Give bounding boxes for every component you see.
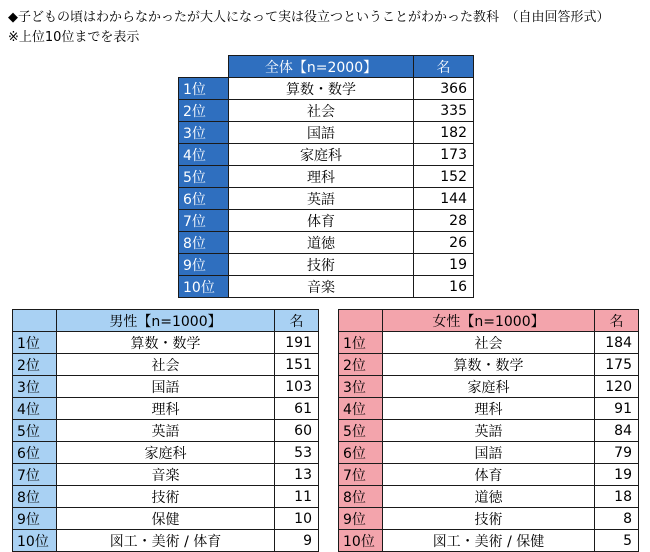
table-row [339, 530, 639, 552]
table-count-header: 名 [275, 310, 319, 332]
ranking-table-female [338, 309, 639, 552]
table-row [339, 420, 639, 442]
rank-cell: 4位 [339, 398, 383, 420]
table-header-label: 女性【n=1000】 [383, 310, 595, 332]
subject-cell: 社会 [57, 354, 275, 376]
subject-cell: 算数・数学 [383, 354, 595, 376]
subject-cell: 道徳 [383, 486, 595, 508]
subject-cell: 道徳 [229, 232, 414, 254]
count-cell: 79 [595, 442, 639, 464]
count-cell: 10 [275, 508, 319, 530]
count-cell: 84 [595, 420, 639, 442]
table-row [13, 398, 319, 420]
table-row [339, 464, 639, 486]
count-cell: 184 [595, 332, 639, 354]
rank-cell: 2位 [179, 100, 229, 122]
rank-cell: 8位 [339, 486, 383, 508]
count-cell: 13 [275, 464, 319, 486]
subject-cell: 技術 [383, 508, 595, 530]
rank-cell: 4位 [179, 144, 229, 166]
table-corner-cell [339, 310, 383, 332]
count-cell: 144 [414, 188, 474, 210]
count-cell: 151 [275, 354, 319, 376]
table-row [339, 442, 639, 464]
subject-cell: 技術 [57, 486, 275, 508]
count-cell: 28 [414, 210, 474, 232]
table-row [179, 144, 474, 166]
table-corner-cell [13, 310, 57, 332]
table-row [339, 486, 639, 508]
count-cell: 152 [414, 166, 474, 188]
count-cell: 26 [414, 232, 474, 254]
subject-cell: 理科 [229, 166, 414, 188]
count-cell: 120 [595, 376, 639, 398]
count-cell: 5 [595, 530, 639, 552]
rank-cell: 6位 [339, 442, 383, 464]
subject-cell: 国語 [383, 442, 595, 464]
table-row [13, 442, 319, 464]
subject-cell: 算数・数学 [229, 78, 414, 100]
count-cell: 175 [595, 354, 639, 376]
count-cell: 366 [414, 78, 474, 100]
subject-cell: 図工・美術 / 保健 [383, 530, 595, 552]
count-cell: 9 [275, 530, 319, 552]
rank-cell: 1位 [339, 332, 383, 354]
table-row [179, 232, 474, 254]
subject-cell: 体育 [229, 210, 414, 232]
subject-cell: 音楽 [229, 276, 414, 298]
rank-cell: 5位 [179, 166, 229, 188]
rank-cell: 7位 [339, 464, 383, 486]
rank-cell: 5位 [339, 420, 383, 442]
rank-cell: 10位 [179, 276, 229, 298]
count-cell: 19 [595, 464, 639, 486]
table-header-row [339, 310, 639, 332]
table-row [13, 464, 319, 486]
count-cell: 182 [414, 122, 474, 144]
rank-cell: 6位 [13, 442, 57, 464]
table-row [13, 486, 319, 508]
table-count-header: 名 [595, 310, 639, 332]
table-row [339, 376, 639, 398]
subject-cell: 家庭科 [57, 442, 275, 464]
table-row [13, 354, 319, 376]
table-row [179, 166, 474, 188]
subject-cell: 国語 [229, 122, 414, 144]
subject-cell: 理科 [383, 398, 595, 420]
table-row [179, 122, 474, 144]
subject-cell: 英語 [383, 420, 595, 442]
rank-cell: 10位 [13, 530, 57, 552]
rank-cell: 5位 [13, 420, 57, 442]
page-note: ※上位10位までを表示 [8, 30, 140, 45]
count-cell: 61 [275, 398, 319, 420]
page-title: ◆子どもの頃はわからなかったが大人になって実は役立つということがわかった教科 （自由回答形式） [8, 10, 610, 25]
count-cell: 8 [595, 508, 639, 530]
rank-cell: 2位 [339, 354, 383, 376]
rank-cell: 3位 [13, 376, 57, 398]
table-header-row [179, 56, 474, 78]
subject-cell: 社会 [229, 100, 414, 122]
count-cell: 16 [414, 276, 474, 298]
table-header-label: 全体【n=2000】 [229, 56, 414, 78]
subject-cell: 技術 [229, 254, 414, 276]
subject-cell: 英語 [57, 420, 275, 442]
subject-cell: 音楽 [57, 464, 275, 486]
table-row [339, 398, 639, 420]
table-row [339, 354, 639, 376]
subject-cell: 家庭科 [383, 376, 595, 398]
rank-cell: 3位 [339, 376, 383, 398]
count-cell: 191 [275, 332, 319, 354]
table-row [13, 420, 319, 442]
count-cell: 91 [595, 398, 639, 420]
table-row [13, 376, 319, 398]
count-cell: 173 [414, 144, 474, 166]
count-cell: 53 [275, 442, 319, 464]
rank-cell: 8位 [179, 232, 229, 254]
table-corner-cell [179, 56, 229, 78]
subject-cell: 理科 [57, 398, 275, 420]
table-header-label: 男性【n=1000】 [57, 310, 275, 332]
table-row [13, 530, 319, 552]
subject-cell: 国語 [57, 376, 275, 398]
subject-cell: 図工・美術 / 体育 [57, 530, 275, 552]
table-header-row [13, 310, 319, 332]
rank-cell: 6位 [179, 188, 229, 210]
rank-cell: 2位 [13, 354, 57, 376]
count-cell: 11 [275, 486, 319, 508]
count-cell: 335 [414, 100, 474, 122]
rank-cell: 1位 [179, 78, 229, 100]
subject-cell: 英語 [229, 188, 414, 210]
subject-cell: 家庭科 [229, 144, 414, 166]
table-row [179, 276, 474, 298]
subject-cell: 算数・数学 [57, 332, 275, 354]
count-cell: 18 [595, 486, 639, 508]
table-row [179, 78, 474, 100]
rank-cell: 3位 [179, 122, 229, 144]
table-row [179, 254, 474, 276]
rank-cell: 4位 [13, 398, 57, 420]
count-cell: 19 [414, 254, 474, 276]
table-row [179, 100, 474, 122]
table-count-header: 名 [414, 56, 474, 78]
rank-cell: 8位 [13, 486, 57, 508]
rank-cell: 7位 [13, 464, 57, 486]
table-row [179, 188, 474, 210]
table-row [339, 332, 639, 354]
rank-cell: 9位 [13, 508, 57, 530]
table-row [339, 508, 639, 530]
ranking-table-overall [178, 55, 474, 298]
subject-cell: 保健 [57, 508, 275, 530]
rank-cell: 7位 [179, 210, 229, 232]
table-row [179, 210, 474, 232]
rank-cell: 1位 [13, 332, 57, 354]
rank-cell: 9位 [179, 254, 229, 276]
subject-cell: 体育 [383, 464, 595, 486]
rank-cell: 10位 [339, 530, 383, 552]
count-cell: 103 [275, 376, 319, 398]
rank-cell: 9位 [339, 508, 383, 530]
subject-cell: 社会 [383, 332, 595, 354]
count-cell: 60 [275, 420, 319, 442]
table-row [13, 508, 319, 530]
table-row [13, 332, 319, 354]
ranking-table-male [12, 309, 319, 552]
